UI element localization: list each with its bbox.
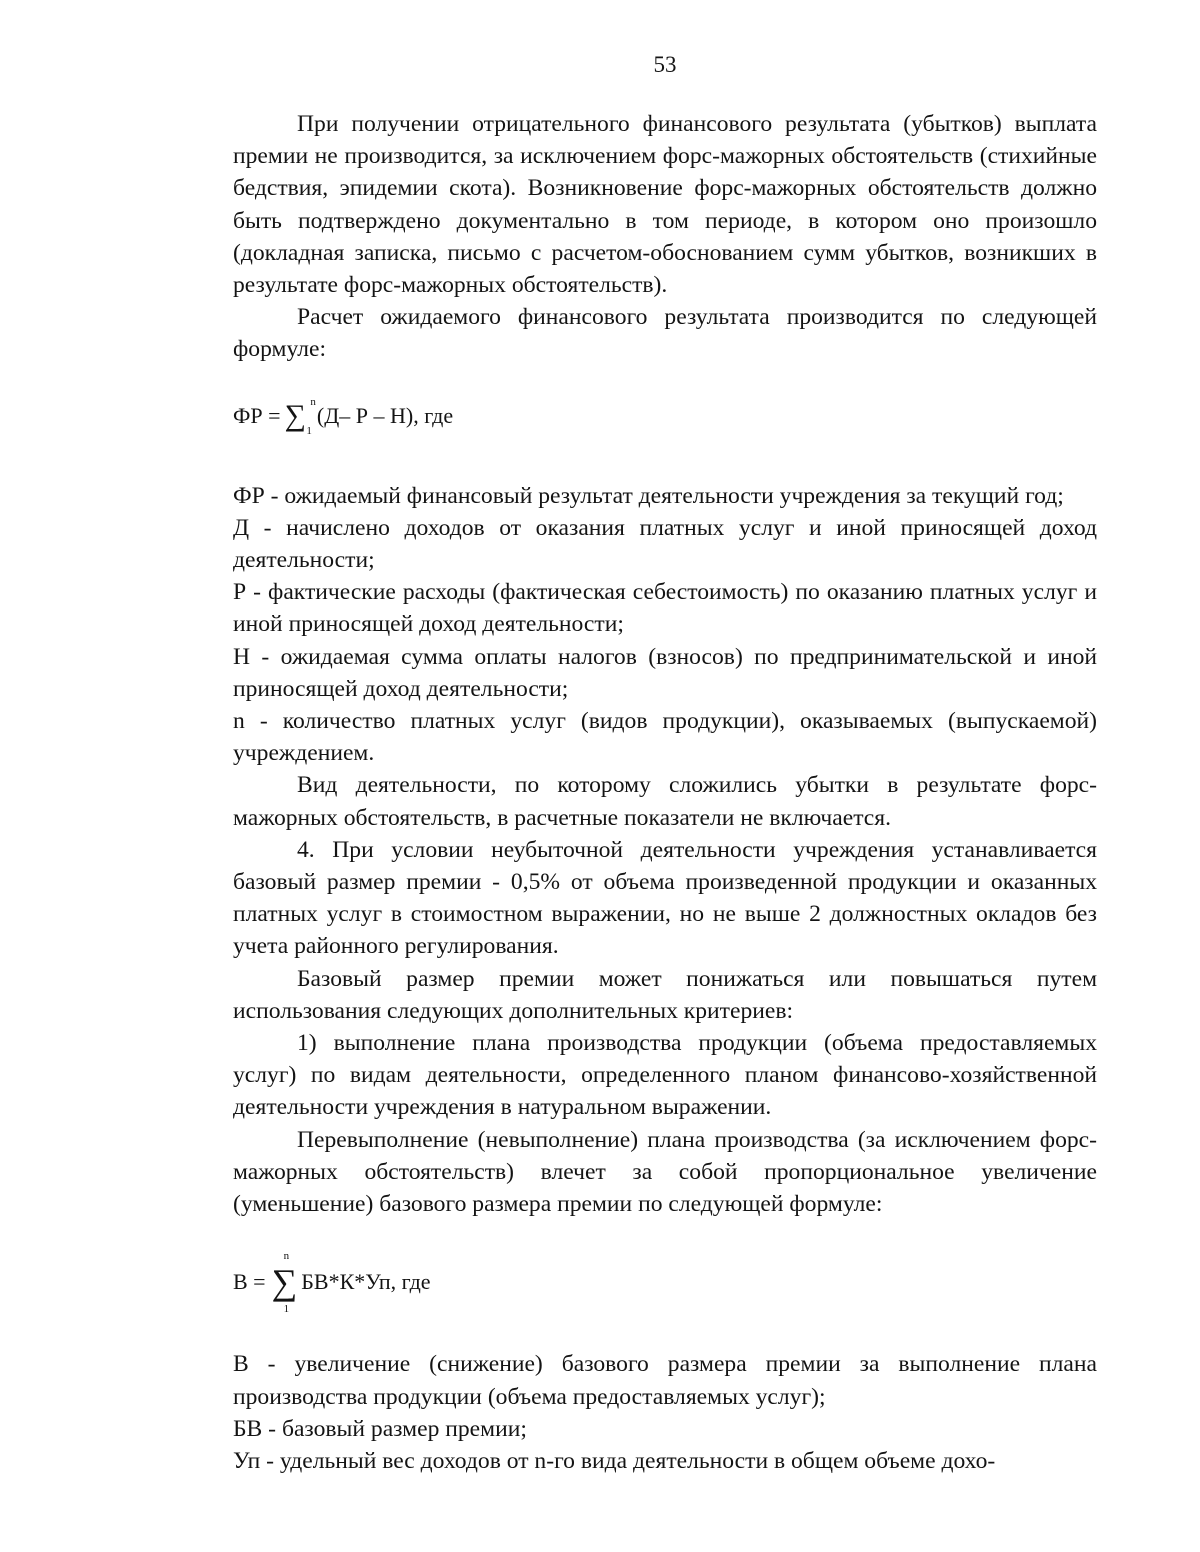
definition-item: Д - начислено доходов от оказания платных услуг и иной приносящей доход деятельности; (233, 514, 1097, 574)
definition-item: ФР - ожидаемый финансовый результат деятельности учреждения за текущий год; (233, 482, 1064, 509)
definition-item: Р - фактические расходы (фактическая себестоимость) по оказанию платных услуг и иной приносящей доход деятельности; (233, 579, 1097, 638)
paragraph: При получении отрицательного финансового результата (убытков) выплата премии не производится, за исключением форс-мажорных обстоятельств (стихийные бедствия, эпидемии скота). Возникновение форс-мажорных обстоятельств должно быть подтверждено документально в том периоде, в котором оно произошло (докладная записка, письмо с расчетом-обоснованием сумм убытков, возникших в результате форс-мажорных обстоятельств). (233, 111, 1097, 299)
document-body (233, 108, 1097, 1477)
formula-rhs: (Д– Р – Н), где (316, 402, 454, 428)
formula-premium-change (233, 1250, 1097, 1316)
sum-symbol (284, 395, 316, 437)
formula-lhs: ФР = (233, 402, 281, 428)
sum-glyph: ∑ (271, 1262, 298, 1303)
sum-symbol (271, 1250, 298, 1316)
paragraph: Базовый размер премии может понижаться или повышаться путем использования следующих дополнительных критериев: (233, 965, 1097, 1024)
paragraph: 1) выполнение плана производства продукции (объема предоставляемых услуг) по видам деятельности, определенного планом финансово-хозяйственной деятельности учреждения в натуральном выражении. (233, 1030, 1097, 1121)
sum-glyph: ∑ (284, 398, 306, 432)
definition-item: Уп - удельный вес доходов от n-го вида деятельности в общем объеме дохо- (233, 1447, 996, 1474)
paragraph: Расчет ожидаемого финансового результата производится по следующей формуле: (233, 304, 1097, 363)
formula-lhs: В = (233, 1269, 266, 1295)
definition-item: n - количество платных услуг (видов продукции), оказываемых (выпускаемой) учреждением. (233, 708, 1097, 767)
formula-rhs: БВ*К*Уп, где (301, 1269, 431, 1295)
sum-upper-limit: n (310, 395, 316, 408)
page-number: 53 (653, 52, 677, 77)
sum-upper-limit: n (283, 1250, 290, 1263)
sum-lower-limit: 1 (306, 424, 312, 437)
sum-lower-limit: 1 (283, 1303, 290, 1316)
paragraph: 4. При условии неубыточной деятельности учреждения устанавливается базовый размер премии - 0,5% от объема произведенной продукции и оказанных платных услуг в стоимостном выражении, но не выше 2 должностных окладов без учета районного регулирования. (233, 836, 1097, 960)
definition-item: В - увеличение (снижение) базового размера премии за выполнение плана производства продукции (объема предоставляемых услуг); (233, 1351, 1097, 1410)
paragraph: Вид деятельности, по которому сложились убытки в результате форс-мажорных обстоятельств, в расчетные показатели не включается. (233, 772, 1097, 831)
definition-item: БВ - базовый размер премии; (233, 1415, 527, 1442)
paragraph: Перевыполнение (невыполнение) плана производства (за исключением форс-мажорных обстоятельств) влечет за собой пропорциональное увеличение (уменьшение) базового размера премии по следующей формуле: (233, 1126, 1097, 1218)
definition-item: Н - ожидаемая сумма оплаты налогов (взносов) по предпринимательской и иной приносящей доход деятельности; (233, 643, 1097, 702)
formula-financial-result (233, 396, 1097, 436)
